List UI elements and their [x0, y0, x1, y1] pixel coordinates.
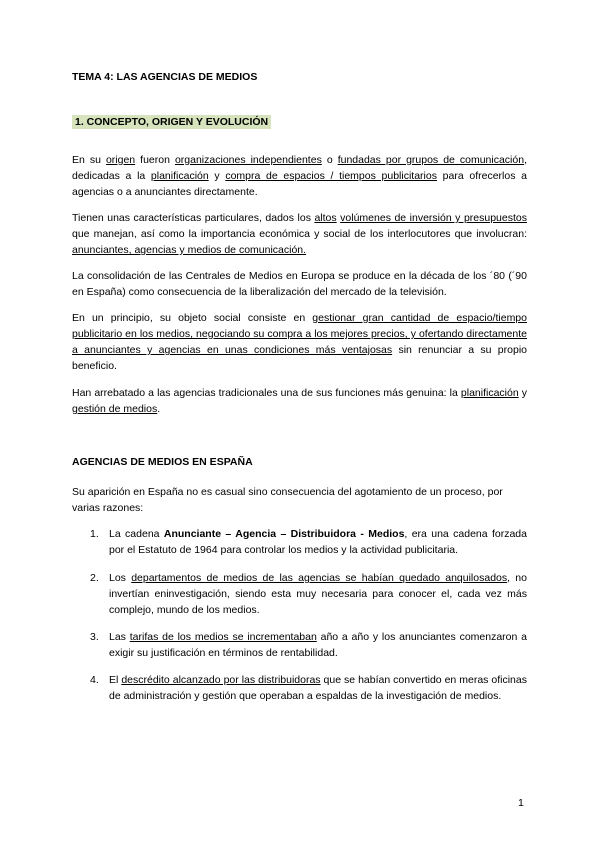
- paragraph-aparicion: Su aparición en España no es casual sino consecuencia del agotamiento de un proceso, por varias razones:: [72, 486, 503, 514]
- section-heading-espana: AGENCIAS DE MEDIOS EN ESPAÑA: [72, 456, 253, 468]
- list-text: La cadena Anunciante – Agencia – Distribuidora - Medios, era una cadena forzada por el Estatuto de 1964 para controlar los medios y la actividad publicitaria.: [109, 528, 527, 556]
- list-text: Las tarifas de los medios se incrementaban año a año y los anunciantes comenzaron a exigir su justificación en términos de rentabilidad.: [109, 631, 527, 659]
- list-text: Los departamentos de medios de las agencias se habían quedado anquilosados, no invertían eninvestigación, siendo esta muy necesaria para conocer el, cada vez más complejo, mundo de los medios.: [109, 572, 527, 616]
- paragraph-objeto-social: En un principio, su objeto social consiste en gestionar gran cantidad de espacio/tiempo publicitario en los medios, negociando su compra a los mejores precios, y ofertando directamente a anunciantes y agencias en unas condiciones más ventajosas sin renunciar a su propio beneficio.: [72, 312, 527, 372]
- paragraph-funciones: Han arrebatado a las agencias tradicionales una de sus funciones más genuina: la planificación y gestión de medios.: [72, 387, 527, 415]
- section-heading-concepto: 1. CONCEPTO, ORIGEN Y EVOLUCIÓN: [72, 115, 271, 129]
- list-text: El descrédito alcanzado por las distribuidoras que se habían convertido en meras oficinas de administración y gestión que operaban a espaldas de la investigación de medios.: [109, 674, 527, 702]
- list-number: 4.: [90, 674, 99, 686]
- list-number: 1.: [90, 528, 99, 540]
- list-number: 3.: [90, 631, 99, 643]
- paragraph-origen: En su origen fueron organizaciones independientes o fundadas por grupos de comunicación, dedicadas a la planificación y compra de espacios / tiempos publicitarios para ofrecerlos a agencias o a anunciantes directamente.: [72, 154, 527, 198]
- page-number: 1: [518, 797, 524, 809]
- document-title: TEMA 4: LAS AGENCIAS DE MEDIOS: [72, 71, 258, 83]
- list-number: 2.: [90, 572, 99, 584]
- paragraph-caracteristicas: Tienen unas características particulares, dados los altos volúmenes de inversión y presupuestos que manejan, así como la importancia económica y social de los interlocutores que involucran: anunciantes, agencias y medios de comunicación.: [72, 212, 527, 256]
- paragraph-consolidacion: La consolidación de las Centrales de Medios en Europa se produce en la década de los ´80 (´90 en España) como consecuencia de la liberalización del mercado de la televisión.: [72, 270, 527, 298]
